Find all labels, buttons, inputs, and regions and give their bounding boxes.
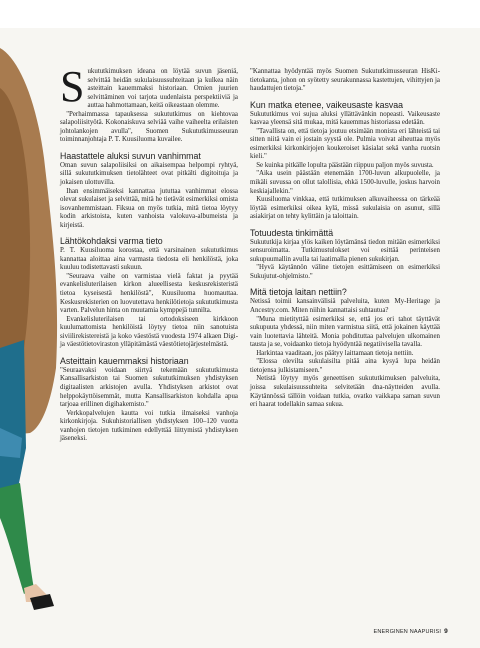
- page-footer: [373, 628, 448, 635]
- intro-paragraph: [60, 62, 238, 111]
- paragraph: Oman suvun salapoliisiksi on aikaisempaa helpompi ryhtyä, sillä sukututkimuksen tietolähteet ovat pitkälti digitoituja ja jokaisen ulottuvilla.: [60, 161, 238, 187]
- paragraph: Verkkopalvelujen kautta voi tutkia ilmaiseksi vanhoja kirkonkirjoja. Sukuhistoriallisen yhdistyksen 100–120 vuotta vanhojen tietojen tutkiminen edellyttää liittymistä yhdistyksen jäseneksi.: [60, 409, 238, 443]
- page-top-margin: [0, 0, 480, 28]
- section-heading: Mitä tietoja laitan nettiin?: [250, 287, 347, 298]
- paragraph: Harkintaa vaaditaan, jos päätyy laittamaan tietoja nettiin.: [256, 349, 414, 357]
- paragraph: "Aika usein päästään etenemään 1700-luvun alkupuolelle, ja mikäli suvussa on ollut talollisia, ehkä 1500-luvulle, joskus harvoin keskiajallekin.": [250, 170, 440, 195]
- section-heading: Asteittain kauemmaksi historiaan: [60, 355, 189, 366]
- paragraph: "Hyvä käytännön väline tietojen esittämiseen on esimerkiksi Sukujutut-ohjelmisto.": [250, 264, 440, 280]
- section-heading: Lähtökohdaksi varma tieto: [60, 236, 163, 247]
- paragraph: "Muna mietityttää esimerkiksi se, että jos eri tahot täyttävät sukupuuta yhdessä, niin miten varmistua siitä, että jokainen käyttää vain luotettavia lähteitä. Monia pohdituttaa palvelujen ulkomainen tausta ja se, voidaanko tietoja hyödyntää negatiivisella tavalla.: [250, 315, 440, 349]
- paragraph: "Elossa olevilta sukulaisilta pitää aina kysyä lupa heidän tietojensa julkistamiseen.": [250, 358, 440, 374]
- paragraph: "Kannattaa hyödyntää myös Suomen Sukututkimusseuran HisKi-tietokanta, johon on syötetty seurakunnassa kastettujen, vihittyjen ja haudattujen tietoja.": [250, 68, 440, 93]
- drop-cap: S: [60, 62, 85, 111]
- paragraph: "Tavallista on, että tietoja joutuu etsimään monista eri lähteistä tai sitten niitä vain ei jostain syystä ole. Pulmia voivat aiheuttaa myös esimerkiksi kirkonkirjojen koukeroiset käsialat sekä vanha ruotsin kieli.": [250, 127, 440, 161]
- section-heading: Kun matka etenee, vaikeusaste kasvaa: [250, 99, 404, 110]
- column-right: [250, 68, 440, 410]
- paragraph: Se kuinka pitkälle lopulta päästään riippuu paljon myös suvusta.: [256, 161, 434, 169]
- section-heading: Totuudesta tinkimättä: [250, 227, 334, 238]
- paragraph: Netissä toimii kansainvälisiä palveluita, kuten My-Heritage ja Ancestry.com. Miten niihin kannattaisi suhtautua?: [250, 298, 440, 315]
- paragraph: Sukututkija kirjaa ylös kaiken löytämänsä tiedon mitään esimerkiksi sensuroimatta. Tutkimustulokset voi esittää perinteisen sukupuumallin avulla tai laatimalla pienen sukukirjan.: [250, 238, 440, 263]
- intro-text: ukututkimuksen ideana on löytää suvun jäseniä, selvittää heidän sukulaisuussuhteitaan ja kulkea näin asteittain kauemmaksi historiaan. Omien juurien selvittäminen voi tarjota uudenlaista perspektiiviä ja auttaa hahmottamaan, keitä oikeastaan olemme.: [87, 68, 238, 110]
- column-left: [60, 62, 238, 444]
- page-number: 9: [444, 628, 448, 635]
- section-heading: Haastattele aluksi suvun vanhimmat: [60, 150, 201, 161]
- magazine-name: ENERGINEN NAAPURISI: [373, 629, 442, 635]
- paragraph: "Seuraavaksi voidaan siirtyä tekemään sukututkimusta Kansallisarkiston tai Suomen sukututkimuksen yhdistyksen digitaalisten arkistojen avulla. Yhdistyksen arkistot ovat helppokäyttöisemmät, mutta Kansallisarkiston kohdalla apua tarjoaa erillinen digihakemisto.": [60, 366, 238, 409]
- paragraph: Sukututkimus voi sujua aluksi yllättävänkin nopeasti. Vaikeusaste kasvaa yleensä sitä mukaa, mitä kauemmas historiassa edetään.: [250, 110, 440, 127]
- woman-illustration: [0, 28, 60, 628]
- paragraph: Evankelisluterilaisen tai ortodoksiseen kirkkoon kuulumattomista henkilöistä löytyy tietoa niin sanotuista siviilirekistereistä ja koko väestöstä vuodesta 1974 alkaen Digi- ja väestötietoviraston ylläpitämästä väestötietojärjestelmästä.: [60, 315, 238, 349]
- paragraph: Kuusiluoma vinkkaa, että tutkimuksen alkuvaiheessa on tärkeää löytää esimerkiksi oikea kylä, missä sukulaisia on asunut, sillä asiakirjat on tehty kylittäin ja taloittain.: [250, 196, 440, 221]
- paragraph: Ihan ensimmäiseksi kannattaa jututtaa vanhimmat elossa olevat sukulaiset ja selvittää, mitä he tietävät esimerkiksi omista isovanhemmistaan. Fiksua on myös tutkia, mitä tietoa löytyy kodin arkistoista, kuten vanhoista valokuva-albumeista ja kirjeistä.: [60, 187, 238, 229]
- paragraph: "Perhaimmassa tapauksessa sukututkimus on kiehtovaa salapoliisityötä. Kokonaiskuva selviää vaihe vaiheelta erilaisten johtolankojen avulla", Suomen Sukututkimusseuran toiminnanjohtaja P. T. Kuusiluoma kuvailee.: [60, 110, 238, 144]
- paragraph: "Seuraava vaihe on varmistaa vielä faktat ja pyytää evankelisluterilaisen kirkon alueellisesta keskusrekisteristä tietoa kyseisestä henkilöstä", Kuusiluoma huomauttaa. Keskusrekisterien on luovutettava henkilötietoja sukututkimusta varten. Palvelun hinta on muutamia kymppejä tunnilta.: [60, 272, 238, 315]
- paragraph: P. T. Kuusiluoma korostaa, että varsinainen sukututkimus kannattaa aloittaa aina varmasta tiedosta eli henkilöstä, joka kuuluu todistettavasti sukuun.: [60, 247, 238, 272]
- paragraph: Netistä löytyy myös geneettisen sukututkimuksen palveluita, joissa sukulaisuussuhteita selvitetään dna-näytteiden avulla. Käytännössä tällöin voidaan tutkia, ovatko vaikkapa saman suvun eri haarat todellakin samaa sukua.: [250, 375, 440, 409]
